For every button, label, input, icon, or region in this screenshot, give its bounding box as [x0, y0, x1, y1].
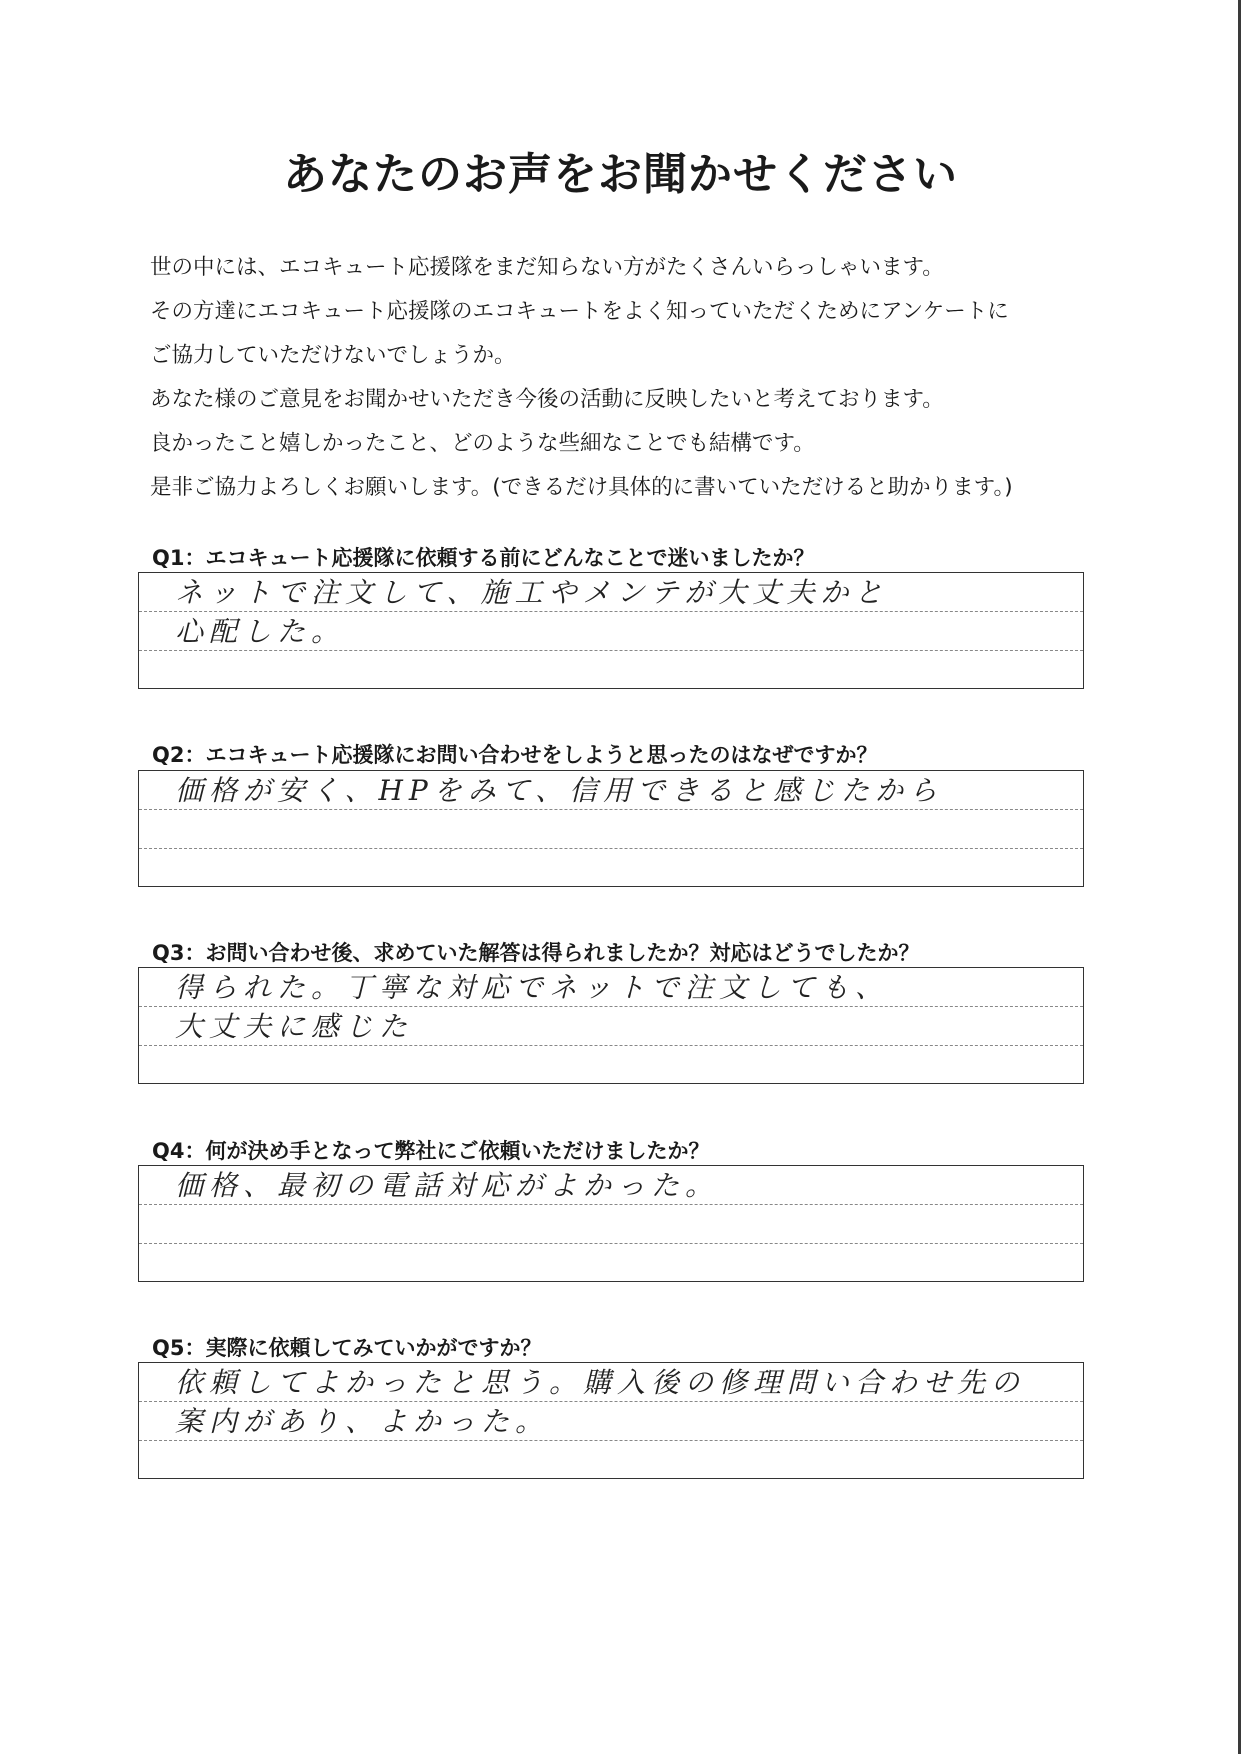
answer-1-line-2: 心配した。 — [139, 612, 1083, 651]
answer-4-line-2 — [139, 1205, 1083, 1244]
answer-3-line-2: 大丈夫に感じた — [139, 1007, 1083, 1046]
intro-line: 世の中には、エコキュート応援隊をまだ知らない方がたくさんいらっしゃいます。 — [150, 255, 944, 280]
answer-1-line-1: ネットで注文して、施工やメンテが大丈夫かと — [139, 573, 1083, 612]
question-1-label: Q1：エコキュート応援隊に依頼する前にどんなことで迷いましたか？ — [152, 546, 815, 570]
question-3-label: Q3：お問い合わせ後、求めていた解答は得られましたか？対応はどうでしたか？ — [152, 941, 920, 965]
answer-4-line-3 — [139, 1244, 1083, 1283]
question-2-label: Q2：エコキュート応援隊にお問い合わせをしようと思ったのはなぜですか？ — [152, 743, 878, 767]
intro-line: その方達にエコキュート応援隊のエコキュートをよく知っていただくためにアンケートに — [150, 299, 1009, 324]
answer-box-3 — [138, 967, 1084, 1084]
answer-box-4 — [138, 1165, 1084, 1282]
answer-2-line-2 — [139, 810, 1083, 849]
answer-box-5 — [138, 1362, 1084, 1479]
answer-box-1 — [138, 572, 1084, 689]
answer-2-line-3 — [139, 849, 1083, 888]
intro-line: 是非ご協力よろしくお願いします。(できるだけ具体的に書いていただけると助かります。) — [150, 475, 1013, 500]
question-5-label: Q5：実際に依頼してみていかがですか？ — [152, 1336, 542, 1360]
page-title: あなたのお声をお聞かせください — [283, 149, 958, 200]
answer-box-2 — [138, 770, 1084, 887]
answer-3-line-1: 得られた。丁寧な対応でネットで注文しても、 — [139, 968, 1083, 1007]
intro-text — [150, 246, 1090, 510]
intro-line: あなた様のご意見をお聞かせいただき今後の活動に反映したいと考えております。 — [150, 387, 944, 412]
answer-5-line-1: 依頼してよかったと思う。購入後の修理問い合わせ先の — [139, 1363, 1083, 1402]
intro-line: ご協力していただけないでしょうか。 — [150, 343, 516, 368]
answer-2-line-1: 価格が安く、HPをみて、信用できると感じたから — [139, 771, 1083, 810]
answer-5-line-2: 案内があり、よかった。 — [139, 1402, 1083, 1441]
question-4-label: Q4：何が決め手となって弊社にご依頼いただけましたか？ — [152, 1139, 710, 1163]
answer-1-line-3 — [139, 651, 1083, 690]
answer-4-line-1: 価格、最初の電話対応がよかった。 — [139, 1166, 1083, 1205]
answer-3-line-3 — [139, 1046, 1083, 1085]
intro-line: 良かったこと嬉しかったこと、どのような些細なことでも結構です。 — [150, 431, 815, 456]
answer-5-line-3 — [139, 1441, 1083, 1480]
